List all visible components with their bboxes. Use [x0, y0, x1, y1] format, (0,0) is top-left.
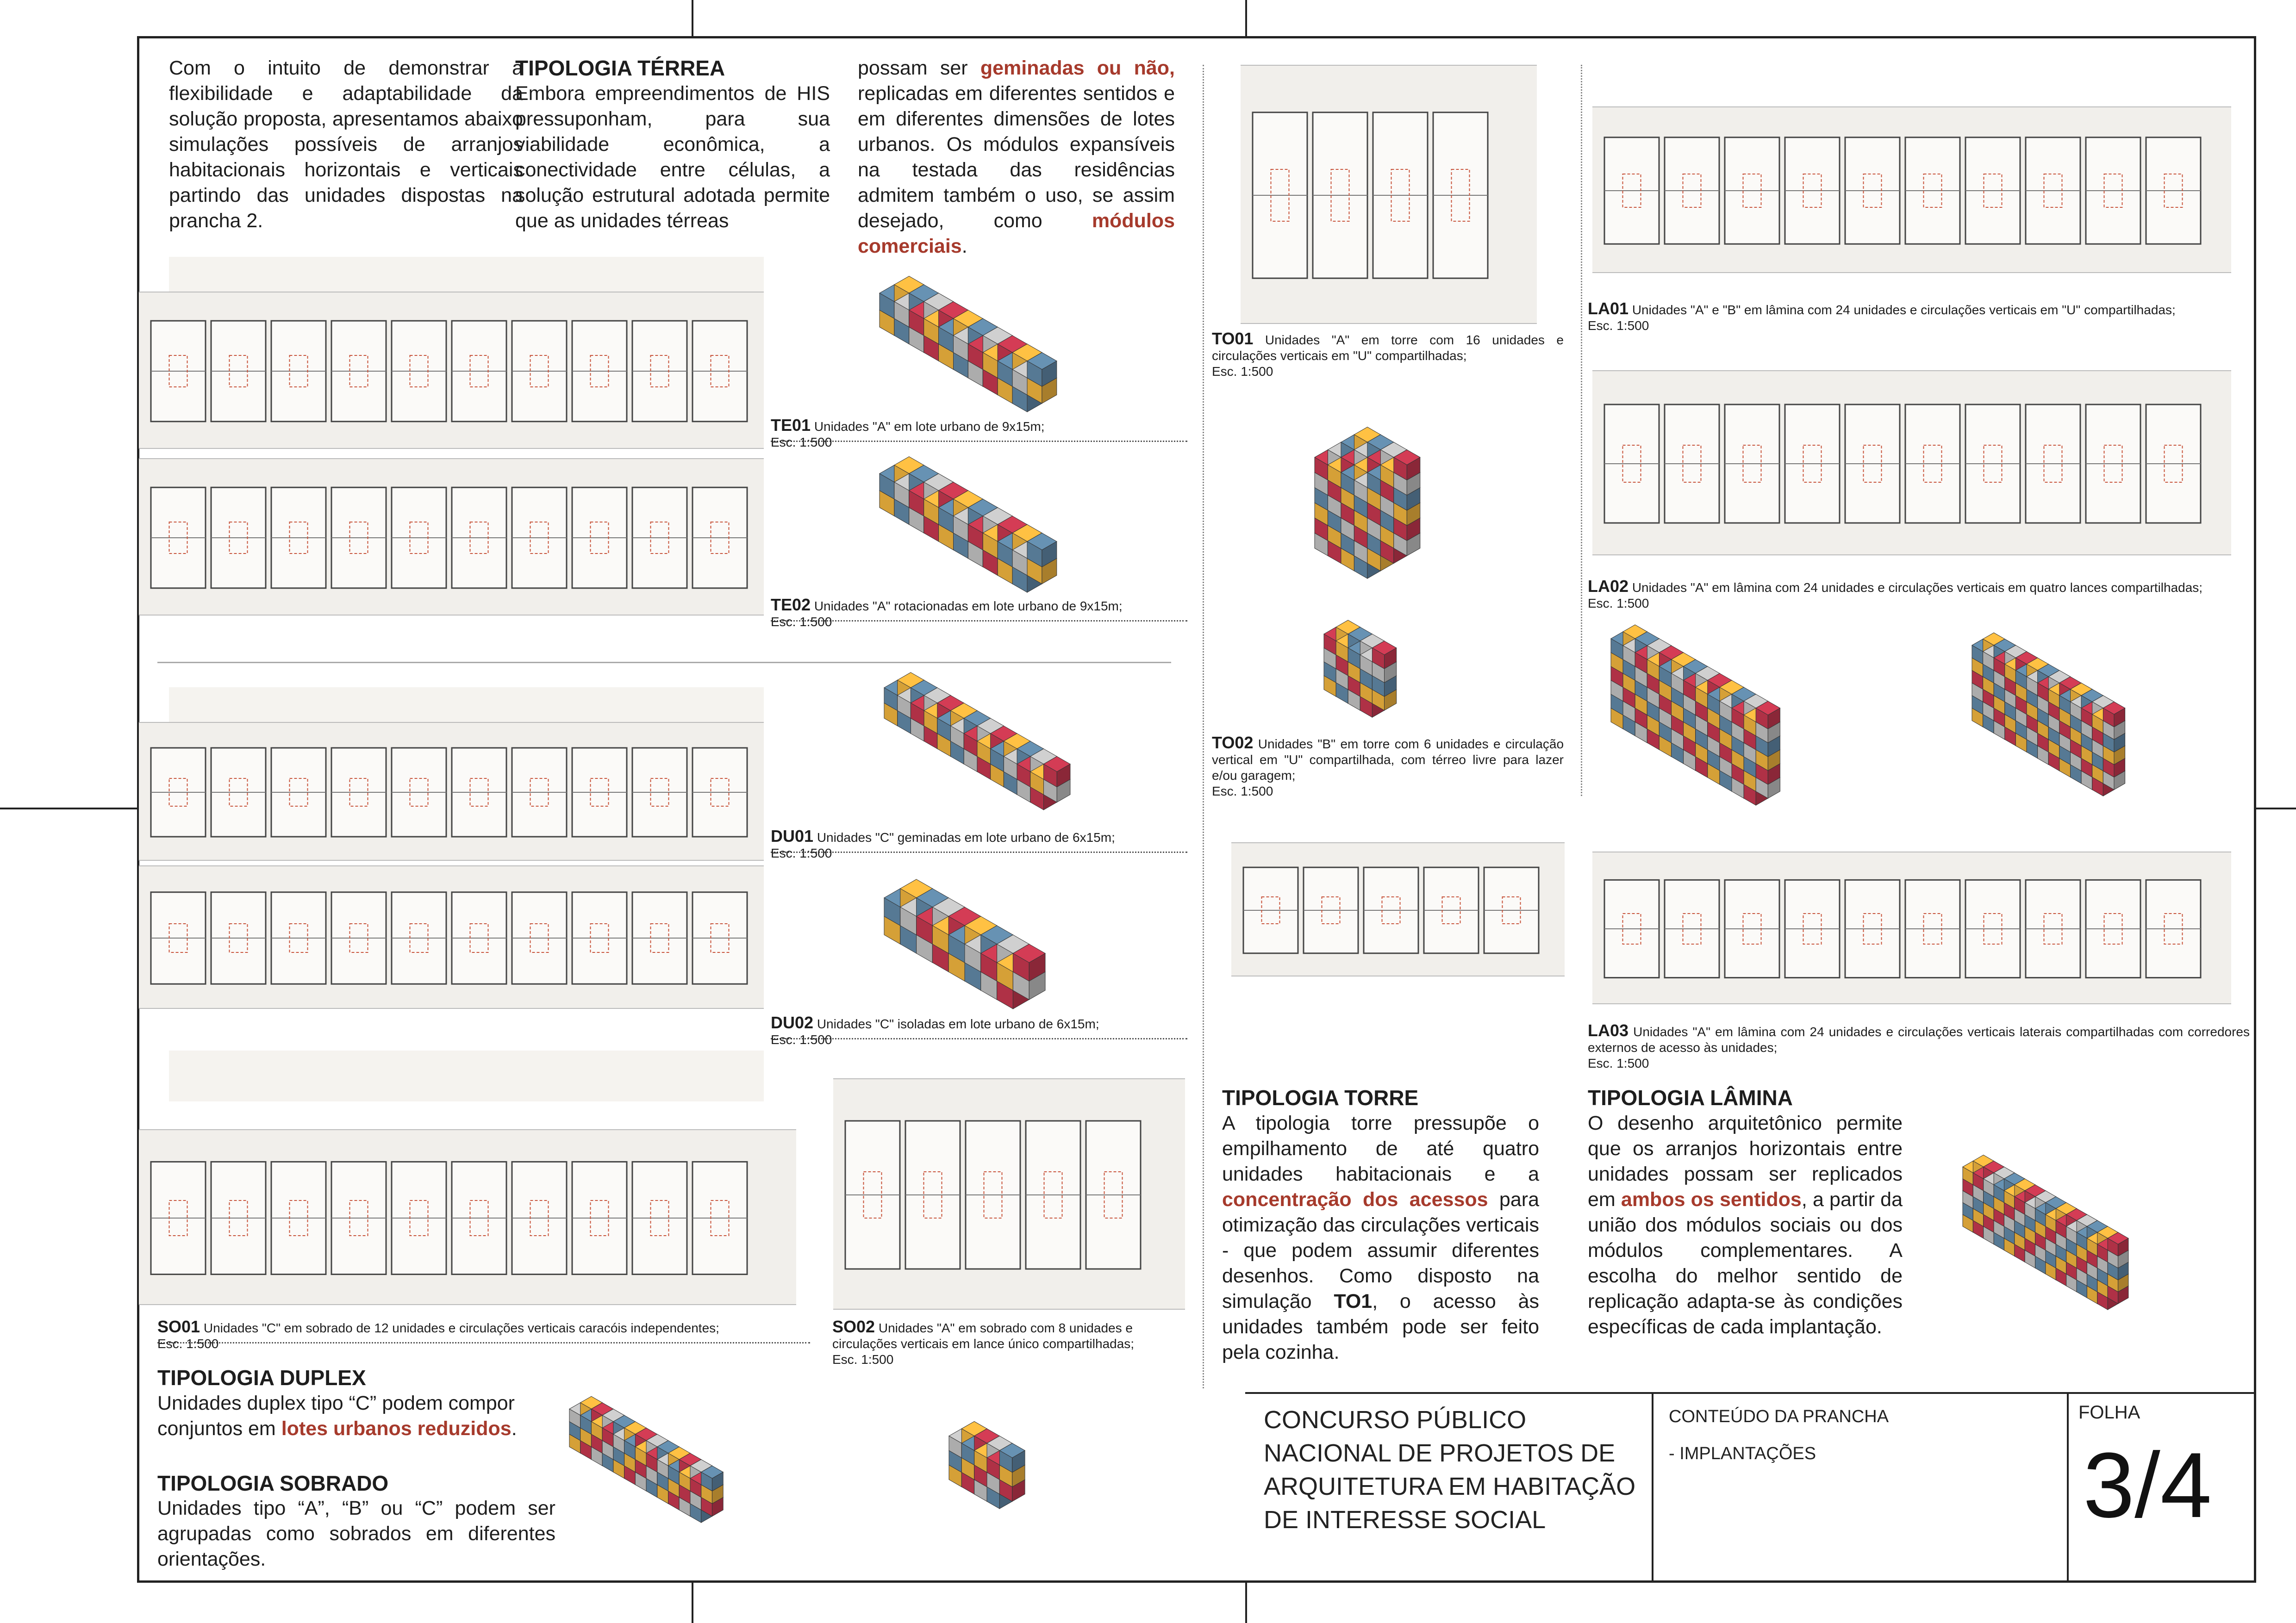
caption-la01: LA01 Unidades "A" e "B" em lâmina com 24 unidades e circulações verticais em "U" compartilhadas; Esc. 1:500 [1588, 299, 2176, 333]
duplex-text: Unidades duplex tipo “C” podem compor conjuntos em lotes urbanos reduzidos. [157, 1392, 517, 1440]
torre-title: TIPOLOGIA TORRE [1222, 1086, 1419, 1110]
iso-te01 [875, 264, 1153, 417]
plan-te02 [139, 458, 764, 616]
duplex-title: TIPOLOGIA DUPLEX [157, 1366, 366, 1390]
plan-du02 [139, 865, 764, 1009]
caption-du02: DU02 Unidades "C" isoladas em lote urbano de 6x15m; Esc. 1:500 [771, 1013, 1099, 1047]
content-item: - IMPLANTAÇÕES [1669, 1444, 1816, 1463]
iso-to01 [1310, 417, 1463, 583]
caption-du01: DU01 Unidades "C" geminadas em lote urbano de 6x15m; Esc. 1:500 [771, 827, 1115, 860]
titleblock-divider [2067, 1393, 2069, 1583]
iso-du01 [880, 662, 1157, 815]
content-label: CONTEÚDO DA PRANCHA [1669, 1407, 1889, 1426]
iso-la02-b [1967, 625, 2217, 801]
plan-te01 [139, 292, 764, 449]
caption-to01: TO01 Unidades "A" em torre com 16 unidades e circulações verticais em "U" compartilhadas; Esc. 1:500 [1212, 329, 1564, 379]
crop-mark [1245, 1583, 1247, 1623]
lamina-text: O desenho arquitetônico permite que os arranjos horizontais entre unidades possam ser replicados em ambos os sentidos, a partir da união dos módulos sociais ou dos módulos complementares. A escolha do melhor sentido de replicação adapta-se às condições específicas de cada implantação. [1588, 1112, 1903, 1338]
sobrado-title: TIPOLOGIA SOBRADO [157, 1471, 389, 1495]
plan-la03 [1592, 852, 2231, 1004]
sobrado-text: Unidades tipo “A”, “B” ou “C” podem ser agrupadas como sobrados em diferentes orientações. [157, 1497, 555, 1570]
crop-mark [0, 808, 138, 809]
caption-so01: SO01 Unidades "C" em sobrado de 12 unidades e circulações verticais caracóis independentes; Esc. 1:500 [157, 1317, 719, 1351]
crop-mark [692, 1583, 693, 1623]
plan-la01 [1592, 106, 2231, 273]
terrea-title: TIPOLOGIA TÉRREA [515, 56, 725, 80]
plan-so01 [139, 1129, 796, 1305]
caption-te01: TE01 Unidades "A" em lote urbano de 9x15m; Esc. 1:500 [771, 416, 1045, 449]
crop-mark [692, 0, 693, 37]
street-strip [169, 687, 764, 724]
caption-to02: TO02 Unidades "B" em torre com 6 unidades e circulação vertical em "U" compartilhada, com térreo livre para lazer e/ou garagem; Esc. 1:500 [1212, 733, 1564, 798]
iso-te02 [875, 444, 1153, 597]
folha-label: FOLHA [2078, 1402, 2140, 1423]
iso-so01 [565, 1388, 805, 1527]
caption-so02: SO02 Unidades "A" em sobrado com 8 unidades e circulações verticais em lance único compartilhadas; Esc. 1:500 [832, 1317, 1135, 1367]
iso-so02 [944, 1412, 1083, 1513]
terrea-text-col1: Embora empreendimentos de HIS pressuponham, para sua viabilidade econômica, a conectividade entre células, a solução estrutural adotada permite que as unidades térreas [515, 82, 830, 232]
folha-number: 3/4 [2083, 1434, 2212, 1537]
plan-du01 [139, 722, 764, 861]
column-divider [1581, 65, 1582, 796]
project-title: CONCURSO PÚBLICO NACIONAL DE PROJETOS DE ARQUITETURA EM HABITAÇÃO DE INTERESSE SOCIAL [1264, 1406, 1636, 1534]
iso-du02 [880, 865, 1157, 1014]
iso-lamina [1958, 1148, 2199, 1314]
street-strip [169, 257, 764, 294]
street-strip [169, 1051, 764, 1101]
caption-la03: LA03 Unidades "A" em lâmina com 24 unidades e circulações verticais laterais compartilhadas com corredores externos de acesso às unidades; Esc. 1:500 [1588, 1021, 2250, 1070]
crop-mark [2255, 808, 2296, 809]
iso-to02 [1319, 611, 1458, 722]
plan-la02 [1592, 370, 2231, 555]
intro-text: Com o intuito de demonstrar a flexibilidade e adaptabilidade da solução proposta, apresentamos abaixo simulações possíveis de arranjos habitacionais horizontais e verticais partindo das unidades dispostas na prancha 2. [169, 57, 523, 232]
lamina-title: TIPOLOGIA LÂMINA [1588, 1086, 1793, 1110]
crop-mark [1245, 0, 1247, 37]
plan-to01 [1241, 65, 1537, 324]
plan-to02 [1231, 842, 1565, 976]
iso-la02-a [1606, 616, 1856, 810]
column-divider [1203, 65, 1204, 1388]
terrea-text-col2: possam ser geminadas ou não, replicadas em diferentes sentidos e em diferentes dimensões de lotes urbanos. Os módulos expansíveis na testada das residências admitem também o uso, se assim desejado, como módulos comerciais. [858, 57, 1175, 257]
plan-so02 [833, 1078, 1185, 1310]
caption-la02: LA02 Unidades "A" em lâmina com 24 unidades e circulações verticais em quatro lances compartilhadas; Esc. 1:500 [1588, 577, 2203, 610]
caption-te02: TE02 Unidades "A" rotacionadas em lote urbano de 9x15m; Esc. 1:500 [771, 595, 1123, 629]
torre-text: A tipologia torre pressupõe o empilhamento de até quatro unidades habitacionais e a concentração dos acessos para otimização das circulações verticais - que podem assumir diferentes desenhos. Como disposto na simulação TO1, o acesso às unidades também pode ser feito pela cozinha. [1222, 1112, 1539, 1363]
titleblock-top-line [1245, 1392, 2256, 1394]
